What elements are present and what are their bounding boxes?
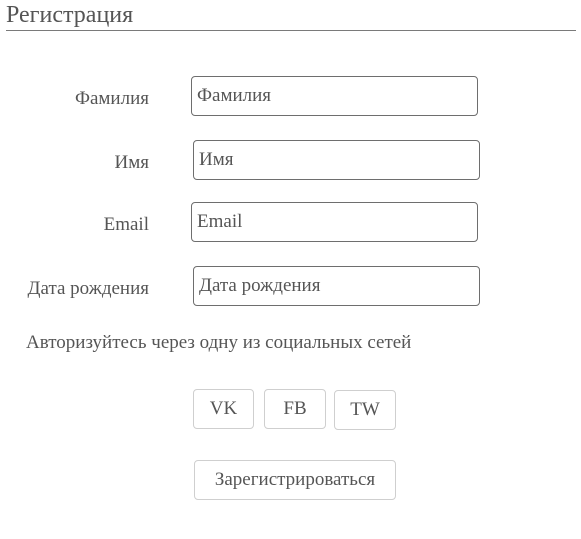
email-input[interactable] — [191, 202, 478, 242]
birth-date-label: Дата рождения — [27, 278, 149, 299]
last-name-input[interactable] — [191, 76, 478, 116]
register-button[interactable]: Зарегистрироваться — [194, 460, 396, 500]
first-name-input[interactable] — [193, 140, 480, 180]
social-login-caption: Авторизуйтесь через одну из социальных сетей — [26, 332, 412, 353]
fb-login-button[interactable]: FB — [264, 389, 326, 429]
last-name-label: Фамилия — [74, 88, 149, 109]
tw-login-button[interactable]: TW — [334, 390, 396, 430]
title-divider — [6, 30, 576, 31]
page-title: Регистрация — [6, 2, 134, 28]
email-label: Email — [103, 214, 149, 235]
vk-login-button[interactable]: VK — [193, 389, 254, 429]
first-name-label: Имя — [114, 152, 149, 173]
birth-date-input[interactable] — [193, 266, 480, 306]
